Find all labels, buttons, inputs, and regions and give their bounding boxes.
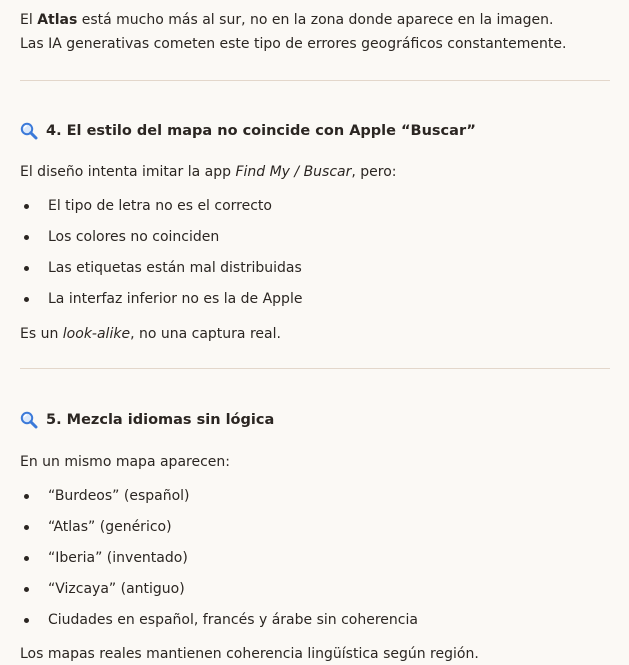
intro-line-1: El Atlas está mucho más al sur, no en la zona donde aparece en la imagen. — [20, 12, 554, 28]
section-4-lead: El diseño intenta imitar la app Find My / Buscar, pero: — [20, 164, 397, 180]
list-item: “Burdeos” (español) — [20, 486, 610, 517]
list-item: “Vizcaya” (antiguo) — [20, 579, 610, 610]
section-4-closing: Es un look-alike, no una captura real. — [20, 326, 281, 342]
intro-line-2: Las IA generativas cometen este tipo de errores geográficos constantemente. — [20, 36, 567, 52]
section-5-title: 5. Mezcla idiomas sin lógica — [46, 412, 275, 428]
list-item: Ciudades en español, francés y árabe sin coherencia — [20, 610, 610, 641]
divider — [20, 80, 610, 81]
magnifier-icon — [20, 411, 38, 429]
section-5-closing: Los mapas reales mantienen coherencia lingüística según región. — [20, 646, 479, 662]
intro-paragraph — [20, 8, 566, 56]
section-5-heading — [20, 409, 274, 431]
section-4-title: 4. El estilo del mapa no coincide con Apple “Buscar” — [46, 123, 476, 139]
section-5-list — [20, 486, 610, 641]
list-item: La interfaz inferior no es la de Apple — [20, 289, 610, 320]
section-4-heading — [20, 120, 476, 142]
atlas-bold: Atlas — [37, 12, 78, 28]
list-item: “Iberia” (inventado) — [20, 548, 610, 579]
section-4-list — [20, 196, 610, 320]
list-item: El tipo de letra no es el correcto — [20, 196, 610, 227]
magnifier-icon — [20, 122, 38, 140]
section-5-lead: En un mismo mapa aparecen: — [20, 454, 230, 470]
list-item: Los colores no coinciden — [20, 227, 610, 258]
list-item: “Atlas” (genérico) — [20, 517, 610, 548]
list-item: Las etiquetas están mal distribuidas — [20, 258, 610, 289]
divider — [20, 368, 610, 369]
